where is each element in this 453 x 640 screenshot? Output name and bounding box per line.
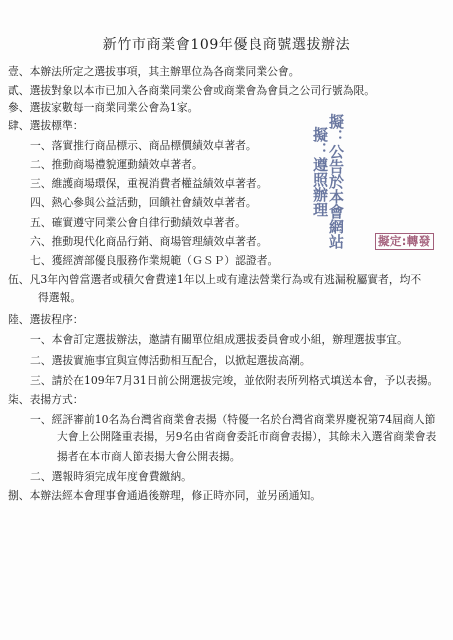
article-7-item-1-line: 揚者在本市商人節表揚大會公開表揚。 <box>57 450 241 463</box>
article-4-item: 七、獲經濟部優良服務作業規範（ＧＳＰ）認證者。 <box>30 254 279 267</box>
article-6-item: 一、本會訂定選拔辦法，邀請有關單位組成選拔委員會或小組，辦理選拔事宜。 <box>30 333 408 346</box>
article-4-heading: 肆、選拔標準： <box>8 119 84 132</box>
article-4-item: 六、推動現代化商品行銷、商場管理績效卓著者。 <box>30 235 268 248</box>
article-7-item-1-line: 一、經評審前10名為台灣省商業會表揚（特優一名於台灣省商業界慶祝第74屆商人節 <box>30 413 436 426</box>
article-6-heading: 陸、選拔程序： <box>8 313 84 326</box>
article-4-item: 四、熱心參與公益活動，回饋社會績效卓著者。 <box>30 196 257 209</box>
article-7-item-2: 二、選報時須完成年度會費繳納。 <box>30 470 192 483</box>
article-4-item: 三、維護商場環保，重視消費者權益績效卓著者。 <box>30 177 268 190</box>
article-7-heading: 柒、表揚方式： <box>8 393 84 406</box>
article-1: 壹、本辦法所定之選拔事項，其主辦單位為各商業同業公會。 <box>8 65 300 78</box>
article-5-line: 伍、凡3年內曾當選者或積欠會費達1年以上或有違法營業行為或有逃漏稅屬實者，均不 <box>8 273 422 286</box>
article-6-item: 三、請於在109年7月31日前公開選拔完竣，並依附表所列格式填送本會，予以表揚。 <box>30 374 439 387</box>
article-4-item: 五、確實遵守同業公會自律行動績效卓著者。 <box>30 216 246 229</box>
article-3: 參、選拔家數每一商業同業公會為1家。 <box>8 101 199 114</box>
article-5-line: 得選報。 <box>38 291 82 304</box>
handwritten-note-comply: 擬：遵照辦理 <box>311 127 329 217</box>
article-6-item: 二、選拔實施事宜與宣傳活動相互配合，以掀起選拔高潮。 <box>30 354 311 367</box>
article-8: 捌、本辦法經本會理事會通過後辦理，修正時亦同，並另函通知。 <box>8 489 322 502</box>
handwritten-note-publish: 擬：公告於本會網站 <box>327 114 345 249</box>
document-title: 新竹市商業會109年優良商號選拔辦法 <box>102 37 351 53</box>
article-4-item: 一、落實推行商品標示、商品標價績效卓著者。 <box>30 139 257 152</box>
article-2: 貳、選拔對象以本市已加入各商業同業公會或商業會為會員之公司行號為限。 <box>8 84 376 97</box>
article-7-item-1-line: 大會上公開隆重表揚，另9名由省商會委託市商會表揚），其餘未入選省商業會表 <box>57 430 437 443</box>
article-4-item: 二、推動商場禮貌運動績效卓著者。 <box>30 158 203 171</box>
approval-seal: 擬定:轉發 <box>375 233 434 250</box>
